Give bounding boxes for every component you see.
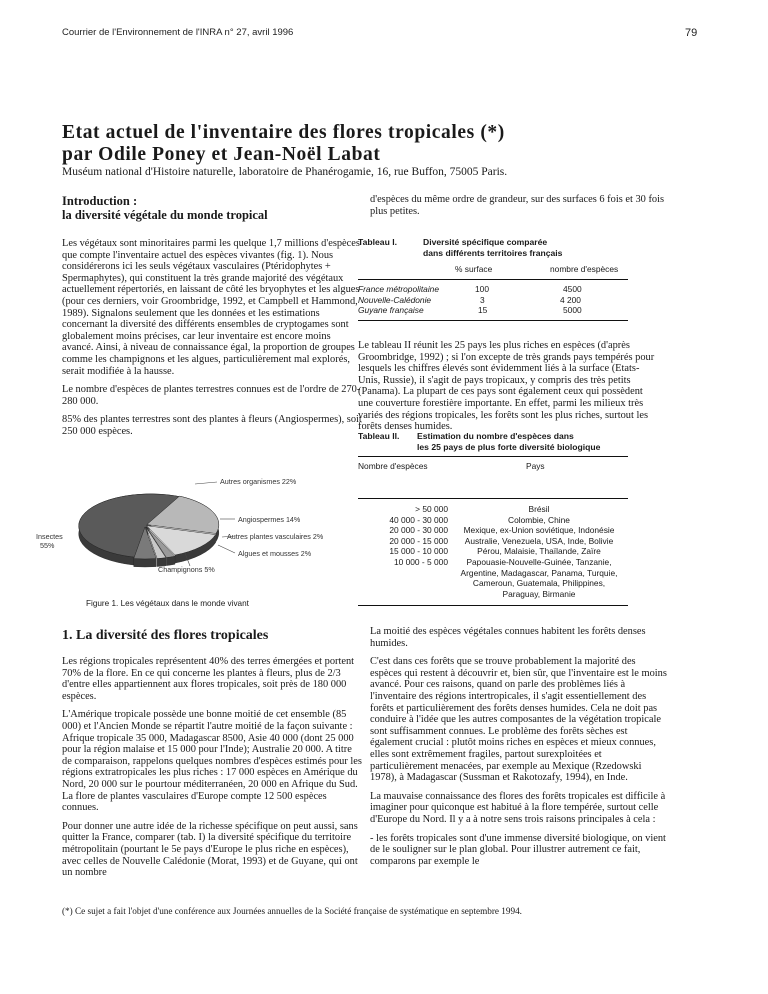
figure-1-pie-chart <box>30 465 350 595</box>
pie-label-insectes-value: 55% <box>40 541 55 550</box>
figure-1-caption: Figure 1. Les végétaux dans le monde vivant <box>86 599 249 608</box>
table-1-caption-line: dans différents territoires français <box>423 247 563 258</box>
footnote: (*) Ce sujet a fait l'objet d'une conférence aux Journées annuelles de la Société française de systématique en septembre 1994. <box>62 906 522 916</box>
page-number: 79 <box>685 27 698 39</box>
section-1-paragraph: Pour donner une autre idée de la richesse spécifique on peut aussi, sans quitter la France, comparer (tab. I) la diversité spécifique du territoire métropolitain (pourtant le 5e pays d'Europe le plus riche en espèces), avec celles de Nouvelle Calédonie (Morat, 1993) et de Guyane, qui ont un nombre <box>62 820 358 879</box>
table-2-country-line: Mexique, ex-Union soviétique, Indonésie <box>463 525 615 536</box>
table-1-caption <box>423 237 562 258</box>
right-paragraph: La moitié des espèces végétales connues habitent les forêts denses humides. <box>370 626 646 649</box>
right-bottom-text <box>370 626 668 874</box>
table-2-caption <box>417 431 600 452</box>
intro-text <box>62 238 362 445</box>
table-2-countries <box>450 504 628 599</box>
intro-heading-line2: la diversité végétale du monde tropical <box>62 208 268 222</box>
table-2-col-countries: Pays <box>526 461 545 471</box>
pie-label-champignons: Champignons 5% <box>158 565 215 574</box>
article-title <box>62 122 505 166</box>
table-2-label: Tableau II. <box>358 431 400 441</box>
section-1-heading: 1. La diversité des flores tropicales <box>62 628 269 643</box>
pie-label-algues: Algues et mousses 2% <box>238 549 312 558</box>
table-2-caption-line: les 25 pays de plus forte diversité biologique <box>417 441 601 452</box>
table-1-row <box>358 284 628 295</box>
table-2-col-species: Nombre d'espèces <box>358 461 428 471</box>
pie-label-angiospermes: Angiospermes 14% <box>238 515 301 524</box>
right-paragraph: d'espèces du même ordre de grandeur, sur des surfaces 6 fois et 30 fois plus petites. <box>370 194 665 217</box>
table-2-range: 40 000 - 30 000 <box>389 514 448 525</box>
intro-heading <box>62 194 362 222</box>
table-1-caption-line: Diversité spécifique comparée <box>423 237 548 247</box>
table-1-body <box>358 284 628 316</box>
table-2-caption-line: Estimation du nombre d'espèces dans <box>417 431 574 441</box>
leader-line <box>195 482 217 484</box>
affiliation: Muséum national d'Histoire naturelle, laboratoire de Phanérogamie, 16, rue Buffon, 75005 Paris. <box>62 166 508 178</box>
table-1-cell-surface: 100 <box>475 284 489 294</box>
table-2-range: > 50 000 <box>415 504 448 514</box>
right-mid-text <box>358 340 658 440</box>
table-2-country-line: Argentine, Madagascar, Panama, Turquie, <box>460 567 618 578</box>
table-2-country-line: Pérou, Malaisie, Thaïlande, Zaïre <box>477 546 601 557</box>
article-authors: par Odile Poney et Jean-Noël Labat <box>62 144 381 165</box>
table-1-cell-name: Nouvelle-Calédonie <box>358 294 432 305</box>
table-1-row <box>358 295 628 306</box>
article-title-line: Etat actuel de l'inventaire des flores tropicales (*) <box>62 122 505 143</box>
pie-slices <box>79 494 219 567</box>
table-2-rule-top <box>358 456 628 457</box>
table-1-cell-species: 4500 <box>563 284 582 294</box>
table-2-ranges <box>358 504 448 568</box>
table-2-country-line: Cameroun, Guatemala, Philippines, <box>472 578 606 589</box>
table-1-row <box>358 305 628 316</box>
intro-paragraph: Les végétaux sont minoritaires parmi les quelque 1,7 millions d'espèces que compte l'inventaire actuel des espèces vivantes (fig. 1). Nous considérerons ici les seuls végétaux vasculaires (Ptéridophytes + Spermaphytes), qui constituent la très grande majorité des végétaux actuellement répertoriés, en laissant de côté les bryophytes et les algues (pour ces derniers, voir Groombridge, 1992, et Campbell et Hammond, 1989). Signalons seulement que les données et les estimations concernant la diversité des différents ensembles de cryptogames sont globalement moins précises, car leur inventaire est encore moins avancé. Ainsi, à niveau de connaissance égal, la proportion de groupes comme les champignons et les algues, particulièrement mal explorés, serait modifiée à la hausse. <box>62 238 360 377</box>
pie-slice-side <box>134 559 157 567</box>
pie-label-insectes: Insectes <box>36 532 63 541</box>
section-1-text <box>62 656 362 886</box>
table-2-country-line: Papouasie-Nouvelle-Guinée, Tanzanie, <box>466 556 612 567</box>
table-1-cell-name: France métropolitaine <box>358 284 439 294</box>
table-2-country-line: Brésil <box>528 504 550 514</box>
table-1-cell-name: Guyane française <box>358 305 424 316</box>
table-1-cell-species: 5000 <box>563 305 582 316</box>
section-1-paragraph: L'Amérique tropicale possède une bonne moitié de cet ensemble (85 000) et l'Ancien Monde se répartit l'autre moitié de la façon suivante : Afrique tropicale 35 000, Madagascar 8500, Asie 40 000 (dont 25 000 pour la région malaise et 15 000 pour l'Inde); Australie 20 000. A titre de comparaison, rappelons quelques nombres d'espèces estimés pour les régions extratropicales les plus riches : 17 000 espèces en Amérique du Nord, 20 000 sur le pourtour méditerranéen, 20 000 en Afrique du Sud. La flore de plantes vasculaires d'Europe compte 12 500 espèces connues. <box>62 709 362 814</box>
table-1-cell-surface: 3 <box>480 294 485 305</box>
table-2-rule-bottom <box>358 605 628 606</box>
right-top-text <box>370 194 670 224</box>
journal-header: Courrier de l'Environnement de l'INRA n° 27, avril 1996 <box>62 27 294 38</box>
table-1-label: Tableau I. <box>358 237 397 247</box>
pie-label-autres-plantes: Autres plantes vasculaires 2% <box>227 532 324 541</box>
table-2-rule-mid <box>358 498 628 499</box>
table-2-range: 10 000 - 5 000 <box>393 556 448 567</box>
pie-label-autres-organismes: Autres organismes 22% <box>220 477 297 486</box>
table-2-range: 15 000 - 10 000 <box>389 546 448 557</box>
leader-line <box>218 545 235 553</box>
table-2-country-line: Australie, Venezuela, USA, Inde, Bolivie <box>464 535 614 546</box>
table-2-range: 20 000 - 15 000 <box>389 535 448 546</box>
table-2-range: 20 000 - 30 000 <box>389 525 448 536</box>
table-2-country-line: Colombie, Chine <box>508 514 570 525</box>
table-1-cell-surface: 15 <box>478 305 488 316</box>
right-paragraph: La mauvaise connaissance des flores des forêts tropicales est difficile à imaginer pour quiconque est habitué à la flore tempérée, surtout celle d'Europe du Nord. Il y a à notre sens trois raisons principales à cela : <box>370 790 666 825</box>
table-1-cell-species: 4 200 <box>560 294 581 305</box>
intro-paragraph: 85% des plantes terrestres sont des plantes à fleurs (Angiospermes), soit 250 000 espèces. <box>62 414 362 437</box>
table-1-rule-bottom <box>358 320 628 321</box>
right-paragraph: Le tableau II réunit les 25 pays les plus riches en espèces (d'après Groombridge, 1992) ; si l'on excepte de très grands pays tempérés pour lesquels les chiffres élevés sont évidemment liés à la surface (Etats-Unis, Russie), il s'agit de pays tropicaux, y compris des très petits (Panama). La plupart de ces pays sont également ceux qui possèdent une couverture forestière importante. En effet, parmi les milieux très variés des régions tropicales, les forêts sont les plus riches, surtout les forêts denses humides. <box>358 340 655 433</box>
right-paragraph: C'est dans ces forêts que se trouve probablement la majorité des espèces qui restent à découvrir et, bien sûr, que l'inventaire est le moins avancé. Pour ces raisons, quand on parle des problèmes liés à l'inventaire des régions intertropicales, il s'agit essentiellement des forêts et particulièrement des forêts denses humides. Cela ne doit pas conduire à l'idée que les autres composantes de la végétation tropicale sont suffisamment connues. Le problème des forêts sèches est également crucial : plutôt moins riches en espèces et mieux connues, elles sont extrêmement fragiles, partout surexploitées et particulièrement menacées, par exemple au Mexique (Rzedowski 1978), à Madagascar (Sussman et Rakotozafy, 1994), en Inde. <box>370 656 667 784</box>
table-1-col-species: nombre d'espèces <box>550 264 619 274</box>
intro-heading-line1: Introduction : <box>62 194 138 208</box>
table-2-country-line: Paraguay, Birmanie <box>502 588 576 599</box>
intro-paragraph: Le nombre d'espèces de plantes terrestres connues est de l'ordre de 270-280 000. <box>62 384 361 407</box>
section-1-paragraph: Les régions tropicales représentent 40% des terres émergées et portent 70% de la flore. En ce qui concerne les plantes à fleurs, plus de 2/3 d'entre elles appartiennent aux flores tropicales, soit près de 180 000 espèces. <box>62 656 355 702</box>
right-paragraph: - les forêts tropicales sont d'une immense diversité biologique, on vient de le souligner sur le plan global. Pour illustrer autrement ce fait, comparons par exemple le <box>370 832 666 867</box>
table-1-col-surface: % surface <box>455 264 493 274</box>
table-1-rule-top <box>358 279 628 280</box>
